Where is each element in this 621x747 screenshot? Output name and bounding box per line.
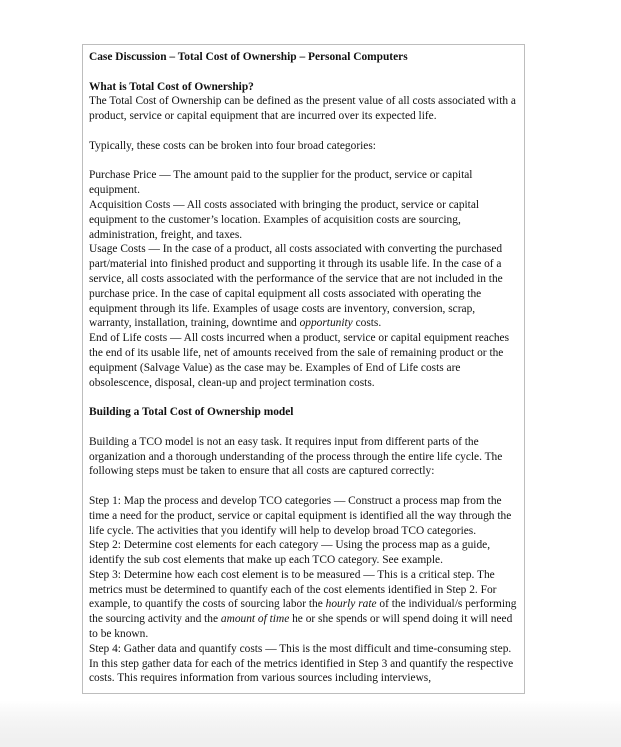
- section-heading-building-model: Building a Total Cost of Ownership model: [89, 406, 294, 419]
- categories-intro: Typically, these costs can be broken into four broad categories:: [89, 139, 376, 152]
- step-4: Step 4: Gather data and quantify costs — This is the most difficult and time-consuming step. In this step gather data for each of the metrics identified in Step 3 and quantify the respective costs. This requires information from various sources including interviews,: [89, 642, 514, 685]
- step-3-text-c: he or she spends or will spend doing it will need to be known.: [89, 613, 513, 641]
- bottom-fade: [0, 701, 621, 747]
- step-2: Step 2: Determine cost elements for each category — Using the process map as a guide, identify the sub cost elements that make up each TCO category. See example.: [89, 539, 491, 567]
- step-3-text-b: of the individual/s performing the sourcing activity and the: [89, 598, 517, 626]
- tco-definition: The Total Cost of Ownership can be defined as the present value of all costs associated with a product, service or capital equipment that are incurred over its expected life.: [89, 95, 516, 123]
- step-3-emphasis-hourly-rate: hourly rate: [325, 598, 377, 611]
- purchase-price-paragraph: Purchase Price — The amount paid to the supplier for the product, service or capital equipment.: [89, 169, 473, 197]
- usage-costs-text: Usage Costs — In the case of a product, all costs associated with converting the purchased part/material into finished product and supporting it through its usable life. In the case of a service, all costs associated with the performance of the service that are not included in the purchase price. In the case of capital equipment all costs associated with operating the equipment through its life. Examples of usage costs are inventory, conversion, scrap, warranty, installation, training, downtime and: [89, 243, 503, 330]
- usage-costs-tail: costs.: [352, 317, 382, 330]
- step-3-text-a: Step 3: Determine how each cost element is to be measured — This is a critical step. The metrics must be determined to quantify each of the cost elements identified in Step 2. For example, to quantify the costs of sourcing labor the: [89, 568, 497, 611]
- usage-costs-paragraph: [89, 242, 519, 331]
- section-heading-what-is-tco: What is Total Cost of Ownership?: [89, 80, 254, 93]
- step-3-emphasis-amount-of-time: amount of time: [220, 613, 290, 626]
- usage-costs-emphasis: opportunity: [299, 317, 353, 330]
- document-page: [82, 44, 525, 694]
- document-title: Case Discussion – Total Cost of Ownership – Personal Computers: [89, 51, 408, 63]
- step-1: Step 1: Map the process and develop TCO categories — Construct a process map from the time a need for the product, service or capital equipment is identified all the way through the life cycle. The activities that you identify will help to develop broad TCO categories.: [89, 494, 512, 537]
- end-of-life-paragraph: End of Life costs — All costs incurred when a product, service or capital equipment reaches the end of its usable life, net of amounts received from the sale of remaining product or the equipment (Salvage Value) as the case may be. Examples of End of Life costs are obsolescence, disposal, clean-up and project termination costs.: [89, 332, 510, 389]
- step-3: [89, 568, 519, 642]
- acquisition-costs-paragraph: Acquisition Costs — All costs associated with bringing the product, service or capital equipment to the customer’s location. Examples of acquisition costs are sourcing, administration, freight, and taxes.: [89, 198, 480, 241]
- building-intro: Building a TCO model is not an easy task. It requires input from different parts of the organization and a thorough understanding of the process through the entire life cycle. The following steps must be taken to ensure that all costs are captured correctly:: [89, 435, 503, 478]
